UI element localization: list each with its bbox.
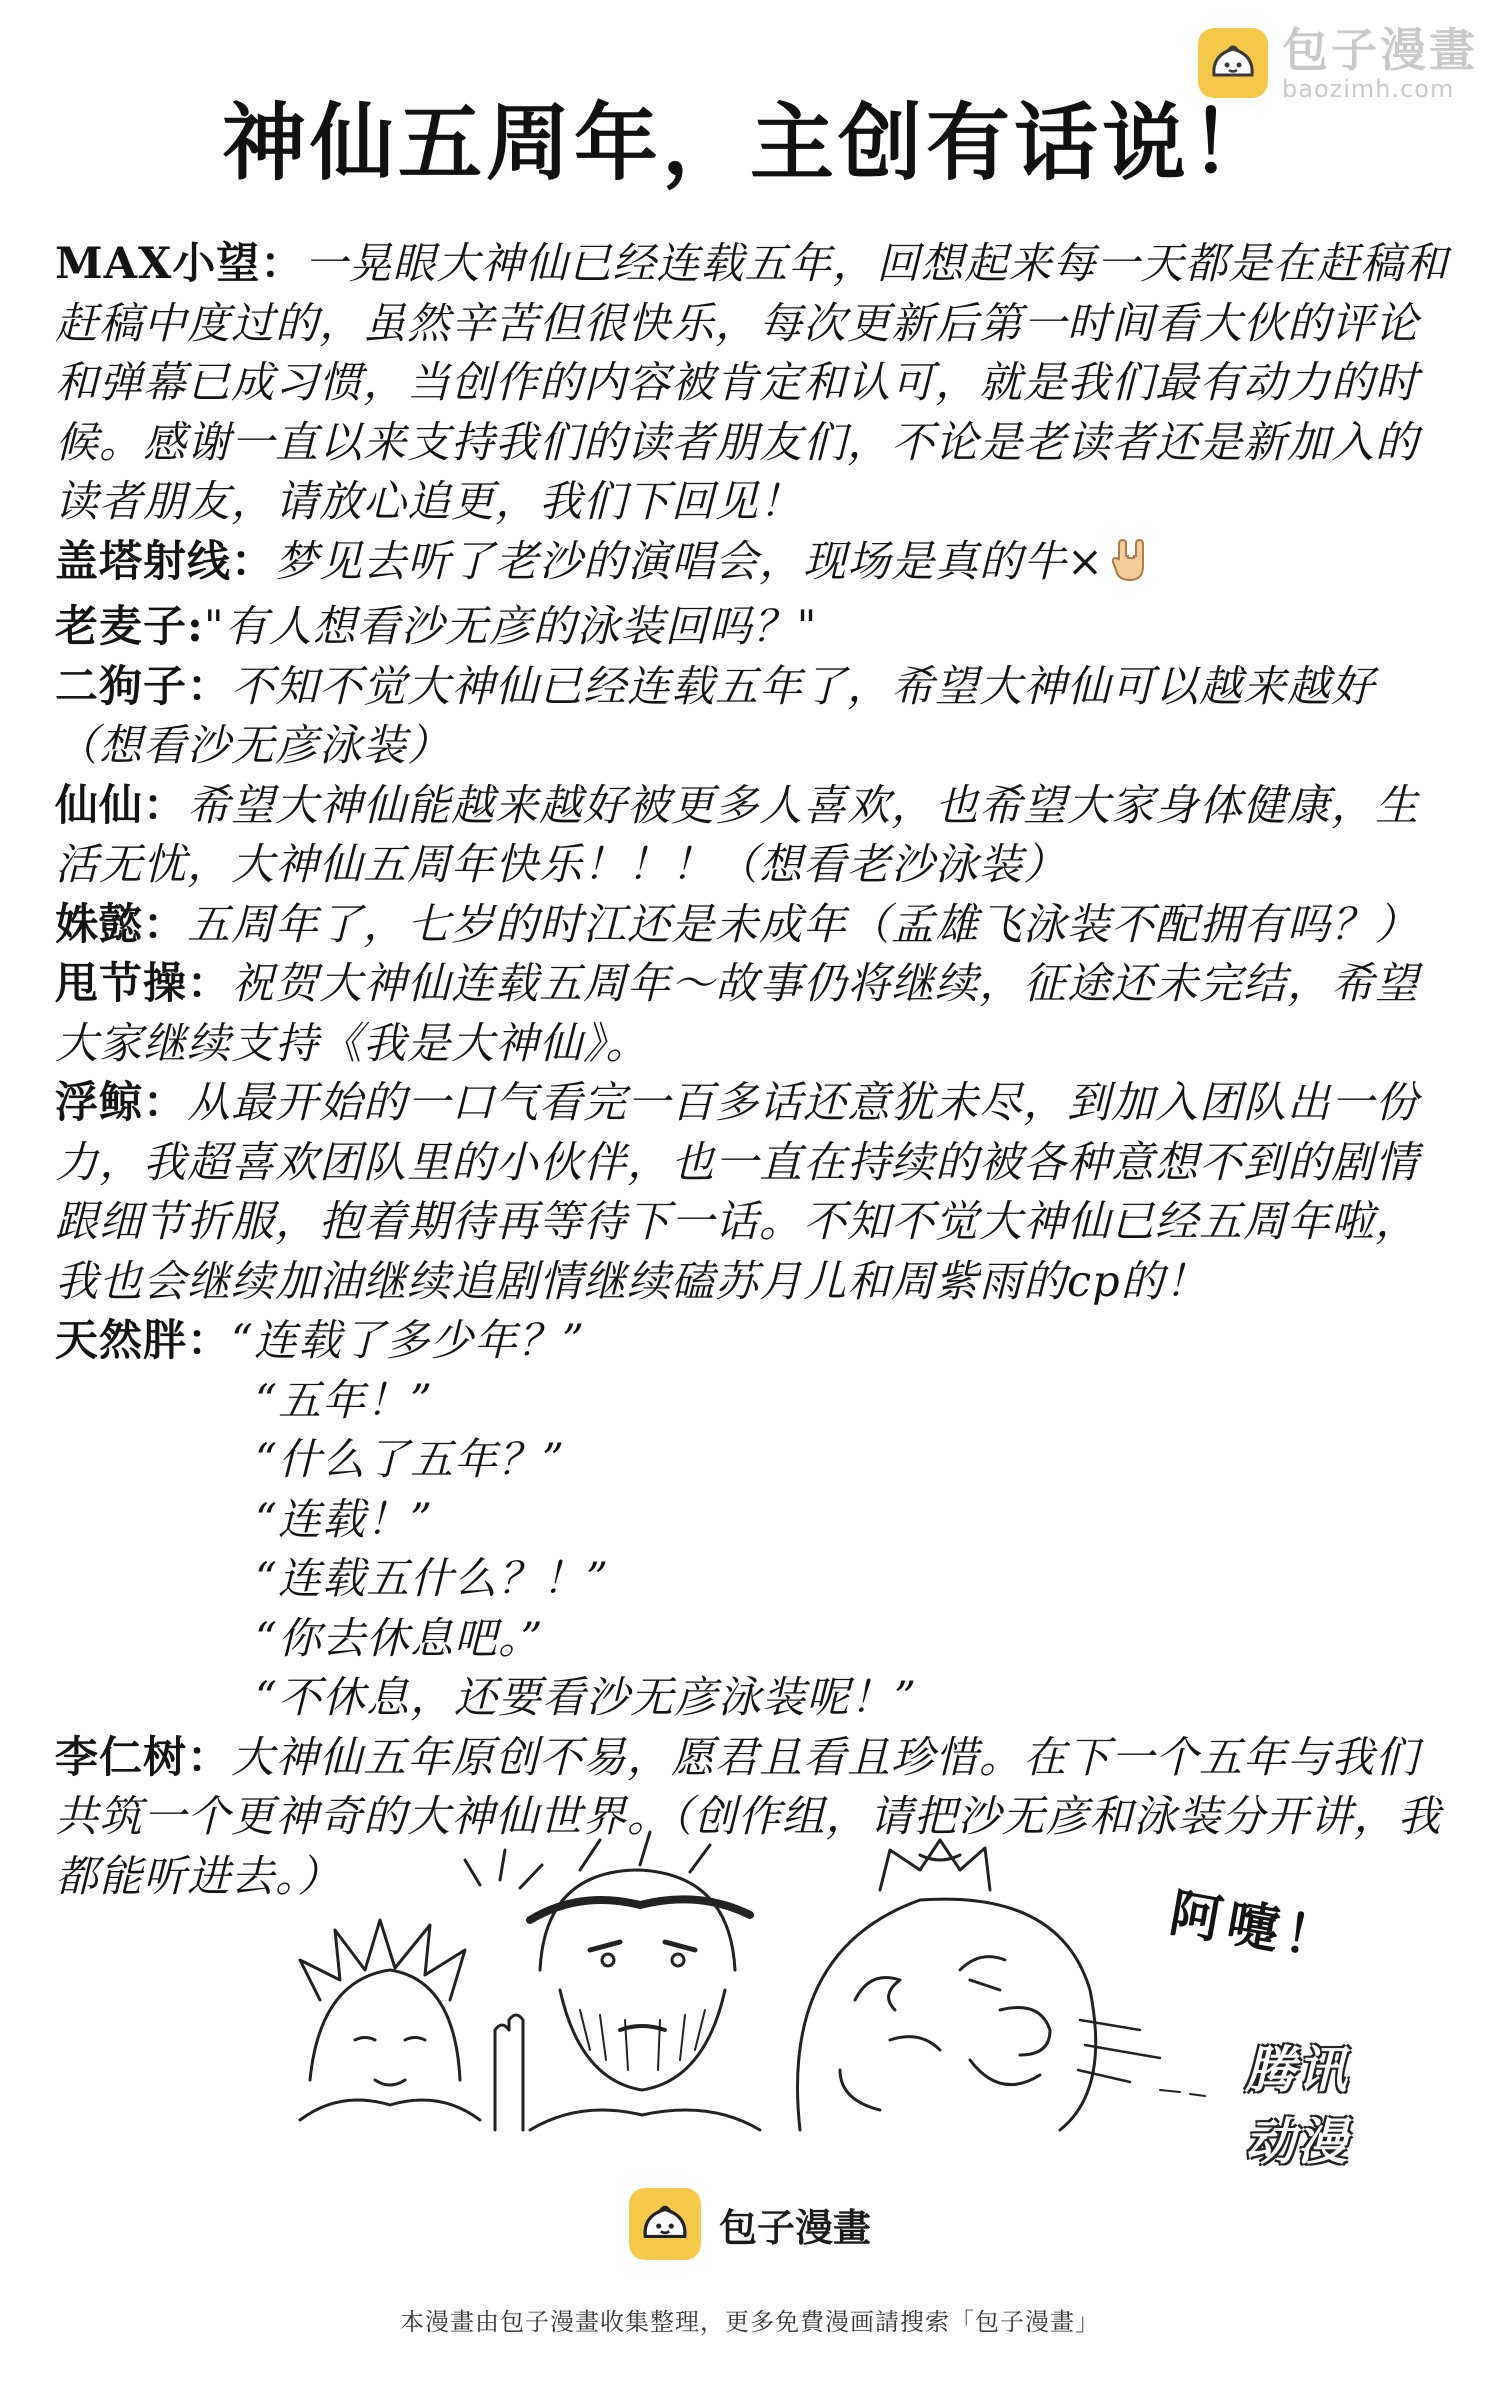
entry-author: 天然胖： — [55, 1316, 231, 1366]
entry-shuyi — [55, 896, 1455, 956]
dialogue-line: “你去休息吧。” — [255, 1613, 544, 1664]
footer-brand — [0, 2188, 1500, 2260]
entry-text: 从最开始的一口气看完一百多话还意犹未尽，到加入团队出一份力，我超喜欢团队里的小伙伴，也一直在持续的被各种意想不到的剧情跟细节折服，抱着期待再等待下一话。不知不觉大神仙已经五周年啦，我也会继续加油继续追剧情继续磕苏月儿和周紫雨的cp的！ — [55, 1078, 1419, 1307]
dialogue-line: “连载！” — [255, 1494, 433, 1545]
entry-max — [55, 235, 1455, 533]
publisher-stamp: 腾讯动漫 — [1245, 2041, 1349, 2171]
characters-illustration — [280, 1830, 1400, 2171]
dialogue-line: “连载了多少年？” — [231, 1316, 585, 1366]
entry-author: 浮鲸： — [55, 1078, 187, 1128]
entry-author: 甩节操： — [55, 959, 231, 1009]
entry-fujing — [55, 1074, 1455, 1312]
dialogue-line: “连载五什么？！” — [255, 1554, 609, 1604]
entry-shuaijiecao — [55, 955, 1455, 1074]
entry-author: MAX小望： — [55, 239, 305, 289]
entry-text: 希望大神仙能越来越好被更多人喜欢，也希望大家身体健康，生活无忧，大神仙五周年快乐！！！（想看老沙泳装） — [55, 780, 1419, 890]
entry-laomai — [55, 598, 1455, 658]
bun-logo-icon — [629, 2188, 701, 2260]
entry-ergouzi — [55, 658, 1455, 777]
dialogue-line: “什么了五年？” — [255, 1435, 565, 1485]
entry-text: 祝贺大神仙连载五周年～故事仍将继续，征途还未完结，希望大家继续支持《我是大神仙》。 — [55, 959, 1419, 1069]
entry-text: 五周年了，七岁的时江还是未成年（孟雄飞泳装不配拥有吗？） — [187, 899, 1419, 950]
entry-author: 仙仙： — [55, 780, 187, 831]
entry-text: 大神仙五年原创不易，愿君且看且珍惜。在下一个五年与我们共筑一个更神奇的大神仙世界。（创作组，请把沙无彦和泳装分开讲，我都能听进去。） — [55, 1732, 1442, 1902]
dialogue-line: “不休息，还要看沙无彦泳装呢！” — [255, 1673, 917, 1723]
entry-author: 二狗子： — [55, 661, 231, 712]
sneeze-shout: 阿嚏！ — [1165, 1883, 1347, 1973]
footer-brand-name: 包子漫畫 — [718, 2205, 871, 2250]
sketch-drawing — [280, 1830, 1400, 2140]
entry-gaita — [55, 533, 1455, 599]
footer-note: 本漫畫由包子漫畫收集整理，更多免費漫画請搜索「包子漫畫」 — [400, 2308, 1100, 2336]
article-body — [55, 235, 1455, 1907]
watermark-title: 包子漫畫 — [1282, 23, 1478, 77]
entry-tianranpang — [55, 1312, 1455, 1729]
entry-author: 姝懿： — [55, 899, 187, 950]
entry-text: 梦见去听了老沙的演唱会，现场是真的牛× — [275, 536, 1105, 587]
entry-text: 一晃眼大神仙已经连载五年，回想起来每一天都是在赶稿和赶稿中度过的，虽然辛苦但很快乐，每次更新后第一时间看大伙的评论和弹幕已成习惯，当创作的内容被肯定和认可，就是我们最有动力的时候。感谢一直以来支持我们的读者朋友们，不论是老读者还是新加入的读者朋友，请放心追更，我们下回见！ — [55, 239, 1449, 527]
watermark-url: baozimh.com — [1282, 75, 1455, 103]
entry-text: "有人想看沙无彦的泳装回吗？" — [203, 602, 818, 652]
entry-author: 老麦子: — [55, 602, 204, 652]
page-title: 神仙五周年，主创有话说！ — [221, 94, 1278, 192]
dialogue-line: “五年！” — [255, 1375, 433, 1426]
entry-text: 不知不觉大神仙已经连载五年了，希望大神仙可以越来越好（想看沙无彦泳装） — [55, 661, 1375, 771]
entry-author: 盖塔射线： — [55, 536, 275, 587]
rock-hand-icon — [1110, 538, 1150, 599]
entry-xianxian — [55, 777, 1455, 896]
entry-author: 李仁树： — [55, 1732, 231, 1783]
